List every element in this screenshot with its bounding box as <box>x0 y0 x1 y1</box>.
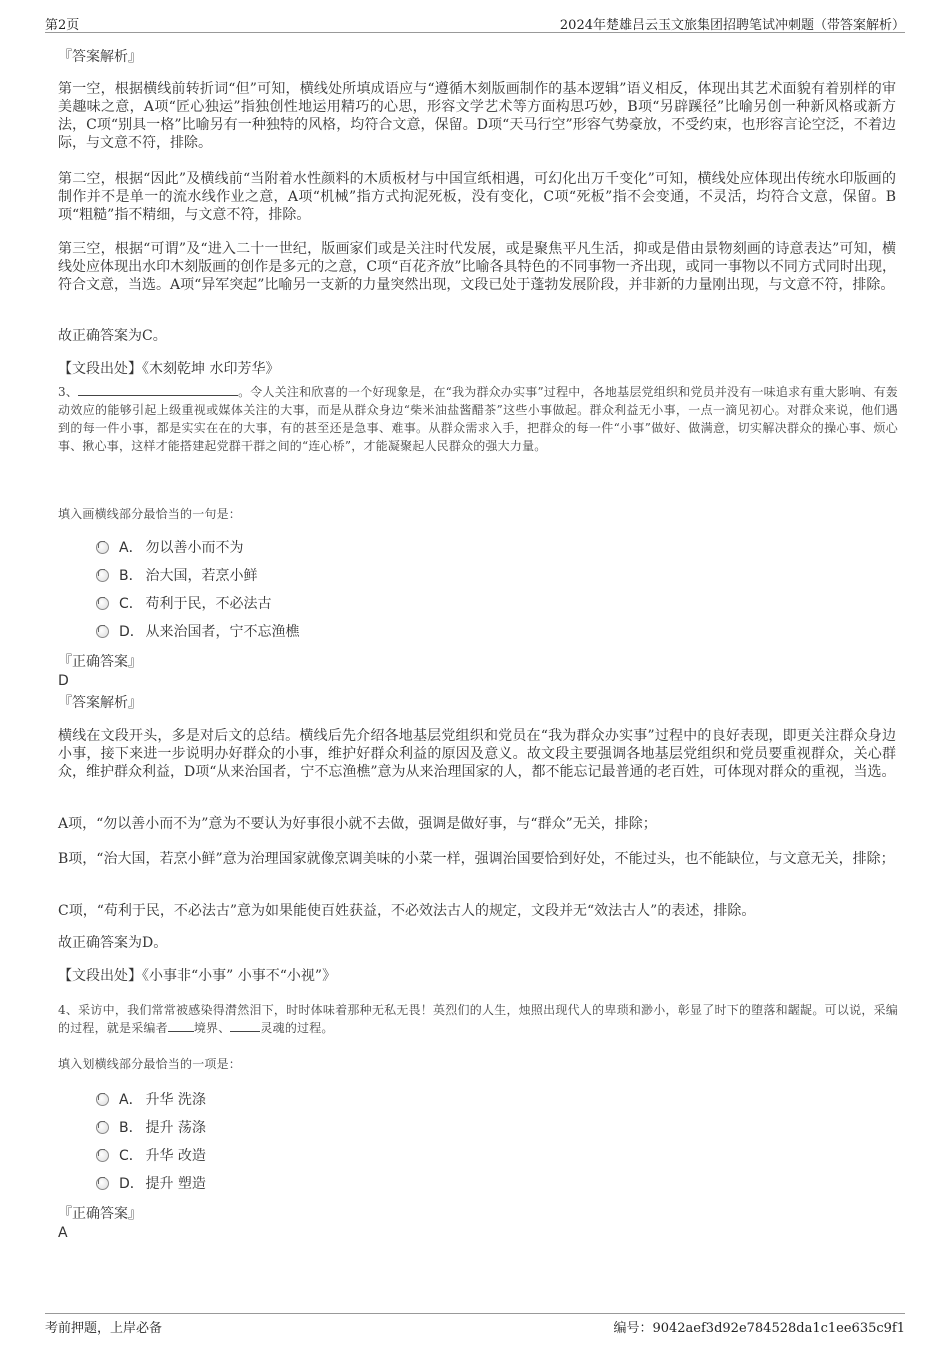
q3-option-d[interactable]: D． 从来治国者，宁不忘渔樵 <box>96 622 299 642</box>
q3-analysis-paragraph-1: 横线在文段开头，多是对后文的总结。横线后先介绍各地基层党组织和党员在“我为群众办实事”过程中的良好表现，即更关注群众身边小事，接下来进一步说明办好群众的小事，维护好群众利益的原因及意义。故文段主要强调各地基层党组织和党员要重视群众，关心群众，维护群众利益，D项“从来治国者，宁不忘渔樵”意为从来治理国家的人，都不能忘记最普通的老百姓，可体现对群众的重视，当选。 <box>58 728 896 780</box>
document-title: 2024年楚雄吕云玉文旅集团招聘笔试冲刺题（带答案解析） <box>559 18 905 33</box>
page-header <box>45 10 905 33</box>
document-code: 编号：9042aef3d92e784528da1c1ee635c9f1 <box>613 1321 905 1336</box>
q3-analysis-paragraph-2: A项，“勿以善小而不为”意为不要认为好事很小就不去做，强调是做好事，与“群众”无关，排除； <box>58 816 657 832</box>
radio-icon[interactable] <box>96 1093 109 1106</box>
radio-icon[interactable] <box>96 1121 109 1134</box>
q2-analysis-paragraph-2: 第二空，根据“因此”及横线前“当附着水性颜料的木质板材与中国宣纸相遇，可幻化出万千变化”可知，横线处应体现出传统水印版画的制作并不是单一的流水线作业之意，A项“机械”指方式拘泥死板，没有变化，C项“死板”指不会变通，不灵活，均符合文意，保留。B项“粗糙”指不精细，与文意不符，排除。 <box>58 171 896 223</box>
q4-blank-1 <box>168 1019 194 1032</box>
q3-stem-text: 。令人关注和欣喜的一个好现象是，在“我为群众办实事”过程中，各地基层党组织和党员并没有一味追求有重大影响、有轰动效应的能够引起上级重视或媒体关注的大事，而是从群众身边“柴米油盐酱醋茶”这些小事做起。群众利益无小事，一点一滴见初心。对群众来说，他们遇到的每一件小事，都是实实在在的大事，有的甚至还是急事、难事。从群众需求入手，把群众的每一件“小事”做好、做满意，切实解决群众的操心事、烦心事、揪心事，这样才能搭建起党群干群之间的“连心桥”，才能凝聚起人民群众的强大力量。 <box>58 385 898 453</box>
q3-prompt: 填入画横线部分最恰当的一句是： <box>58 507 242 521</box>
q2-analysis-paragraph-1: 第一空，根据横线前转折词“但”可知，横线处所填成语应与“遵循木刻版画制作的基本逻辑”语义相反，体现出其艺术面貌有着别样的审美趣味之意，A项“匠心独运”指独创性地运用精巧的心思，形容文学艺术等方面构思巧妙，B项“另辟蹊径”比喻另创一种新风格或新方法，C项“别具一格”比喻另有一种独特的风格，均符合文意，保留。D项“天马行空”形容气势豪放，不受约束，也形容言论空泛，不着边际，与文意不符，排除。 <box>58 81 896 151</box>
q4-number: 4、 <box>58 1003 79 1017</box>
q2-analysis-paragraph-3: 第三空，根据“可谓”及“进入二十一世纪，版画家们或是关注时代发展，或是聚焦平凡生活，抑或是借由景物刻画的诗意表达”可知，横线处应体现出水印木刻版画的创作是多元的之意，C项“百花齐放”比喻各具特色的不同事物一齐出现，或同一事物以不同方式同时出现，符合文意，当选。A项“异军突起”比喻另一支新的力量突然出现，文段已处于蓬勃发展阶段，并非新的力量刚出现，与文意不符，排除。 <box>58 241 896 293</box>
radio-icon[interactable] <box>96 541 109 554</box>
q4-option-a[interactable]: A． 升华 洗涤 <box>96 1090 206 1110</box>
q3-option-c[interactable]: C． 苟利于民，不必法古 <box>96 594 271 614</box>
q4-answer-label: 『正确答案』 <box>58 1206 142 1222</box>
q3-analysis-paragraph-4: C项，“苟利于民，不必法古”意为如果能使百姓获益，不必效法古人的规定，文段并无“效法古人”的表述，排除。 <box>58 903 756 919</box>
footer-slogan: 考前押题，上岸必备 <box>45 1321 163 1336</box>
q3-option-b[interactable]: B． 治大国，若烹小鲜 <box>96 566 257 586</box>
q3-conclusion: 故正确答案为D。 <box>58 935 168 951</box>
radio-icon[interactable] <box>96 1177 109 1190</box>
q3-answer: D <box>58 673 69 689</box>
q4-option-c[interactable]: C． 升华 改造 <box>96 1146 206 1166</box>
q4-prompt: 填入划横线部分最恰当的一项是： <box>58 1057 242 1071</box>
q3-option-a[interactable]: A． 勿以善小而不为 <box>96 538 243 558</box>
q4-answer: A <box>58 1225 68 1241</box>
q3-analysis-label: 『答案解析』 <box>58 695 142 711</box>
radio-icon[interactable] <box>96 625 109 638</box>
q4-option-b[interactable]: B． 提升 荡涤 <box>96 1118 206 1138</box>
q4-blank-2 <box>230 1019 260 1032</box>
q2-analysis-label: 『答案解析』 <box>58 49 142 65</box>
q2-conclusion: 故正确答案为C。 <box>58 328 167 344</box>
q4-stem: 4、采访中，我们常常被感染得潸然泪下，时时体味着那种无私无畏！英烈们的人生，烛照出现代人的卑琐和渺小，彰显了时下的堕落和龌龊。可以说，采编的过程，就是采编者 境界、 灵魂的过程。 <box>58 1003 899 1035</box>
radio-icon[interactable] <box>96 569 109 582</box>
radio-icon[interactable] <box>96 1149 109 1162</box>
q2-source: 【文段出处】《木刻乾坤 水印芳华》 <box>58 361 280 377</box>
q3-source: 【文段出处】《小事非“小事” 小事不“小视”》 <box>58 968 337 984</box>
page-number: 第2页 <box>45 18 80 33</box>
page-footer <box>45 1313 905 1336</box>
q3-stem <box>58 383 898 455</box>
q3-analysis-paragraph-3: B项，“治大国，若烹小鲜”意为治理国家就像烹调美味的小菜一样，强调治国要恰到好处，不能过头，也不能缺位，与文意无关，排除； <box>58 851 895 867</box>
q3-blank <box>78 383 238 396</box>
q3-answer-label: 『正确答案』 <box>58 654 142 670</box>
q3-number: 3、 <box>58 385 79 399</box>
radio-icon[interactable] <box>96 597 109 610</box>
q4-option-d[interactable]: D． 提升 塑造 <box>96 1174 206 1194</box>
